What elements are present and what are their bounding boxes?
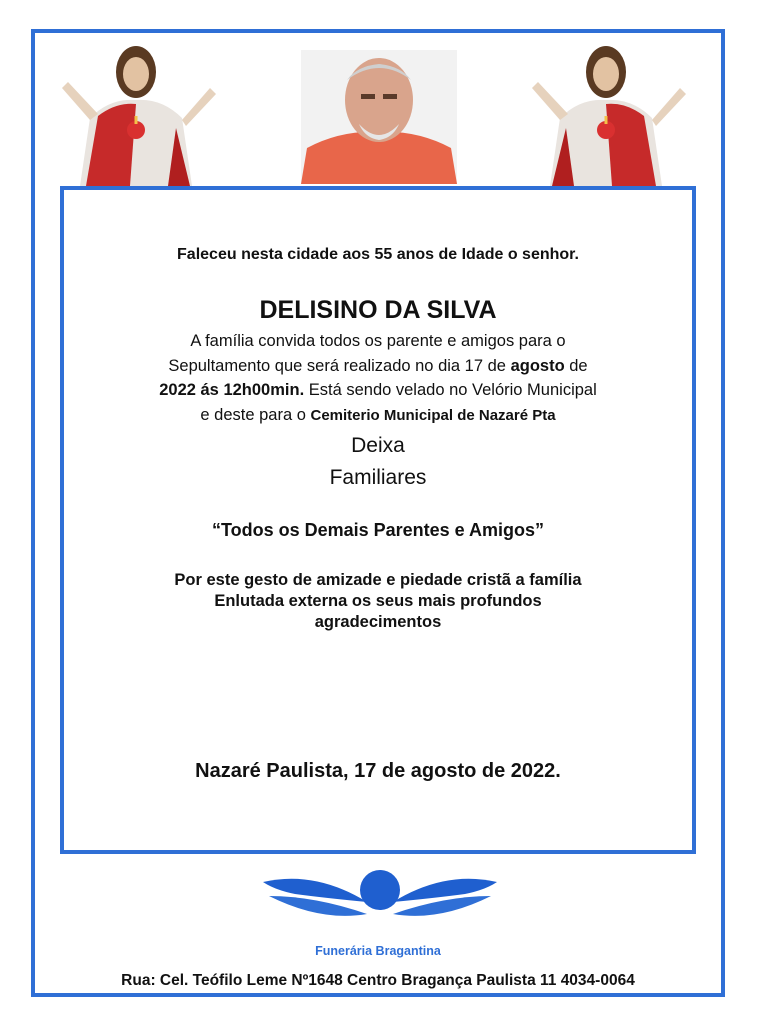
sacred-heart-right-image [520, 38, 692, 186]
body-line-3-a: 2022 ás 12h00min. [159, 381, 305, 399]
body-line-3-b: Está sendo velado no Velório Municipal [304, 381, 597, 399]
body-line-4-b: Cemiterio Municipal de Nazaré Pta [310, 406, 556, 424]
body-line-2-c: de [564, 356, 588, 375]
body-line-4-a: e deste para o [200, 405, 311, 424]
notice-body [64, 329, 692, 428]
relatives-quote: “Todos os Demais Parentes e Amigos” [211, 520, 545, 540]
funeral-home-logo-icon [255, 862, 505, 942]
sacred-heart-left-image [50, 38, 222, 186]
thanks-message [64, 570, 692, 633]
body-line-1: A família convida todos os parente e amigos para o [190, 332, 566, 350]
leaves-label: Deixa [351, 434, 405, 457]
family-label: Familiares [329, 466, 427, 489]
place-date-line: Nazaré Paulista, 17 de agosto de 2022. [195, 760, 561, 782]
thanks-line-1: Por este gesto de amizade e piedade cristã a família [174, 571, 582, 589]
notice-intro: Faleceu nesta cidade aos 55 anos de Idade o senhor. [177, 246, 579, 263]
thanks-line-2: Enlutada externa os seus mais profundos [214, 592, 542, 610]
company-address: Rua: Cel. Teófilo Leme Nº1648 Centro Bragança Paulista 11 4034-0064 [121, 972, 635, 989]
deceased-name: DELISINO DA SILVA [259, 296, 497, 324]
body-line-4 [64, 403, 692, 429]
deceased-portrait [301, 50, 457, 184]
body-line-2-a: Sepultamento que será realizado no dia 17 de [168, 356, 511, 375]
body-line-3 [64, 378, 692, 403]
thanks-line-3: agradecimentos [314, 613, 442, 631]
body-line-2-b: agosto [510, 356, 565, 375]
body-line-2 [64, 354, 692, 379]
company-name: Funerária Bragantina [315, 944, 441, 958]
